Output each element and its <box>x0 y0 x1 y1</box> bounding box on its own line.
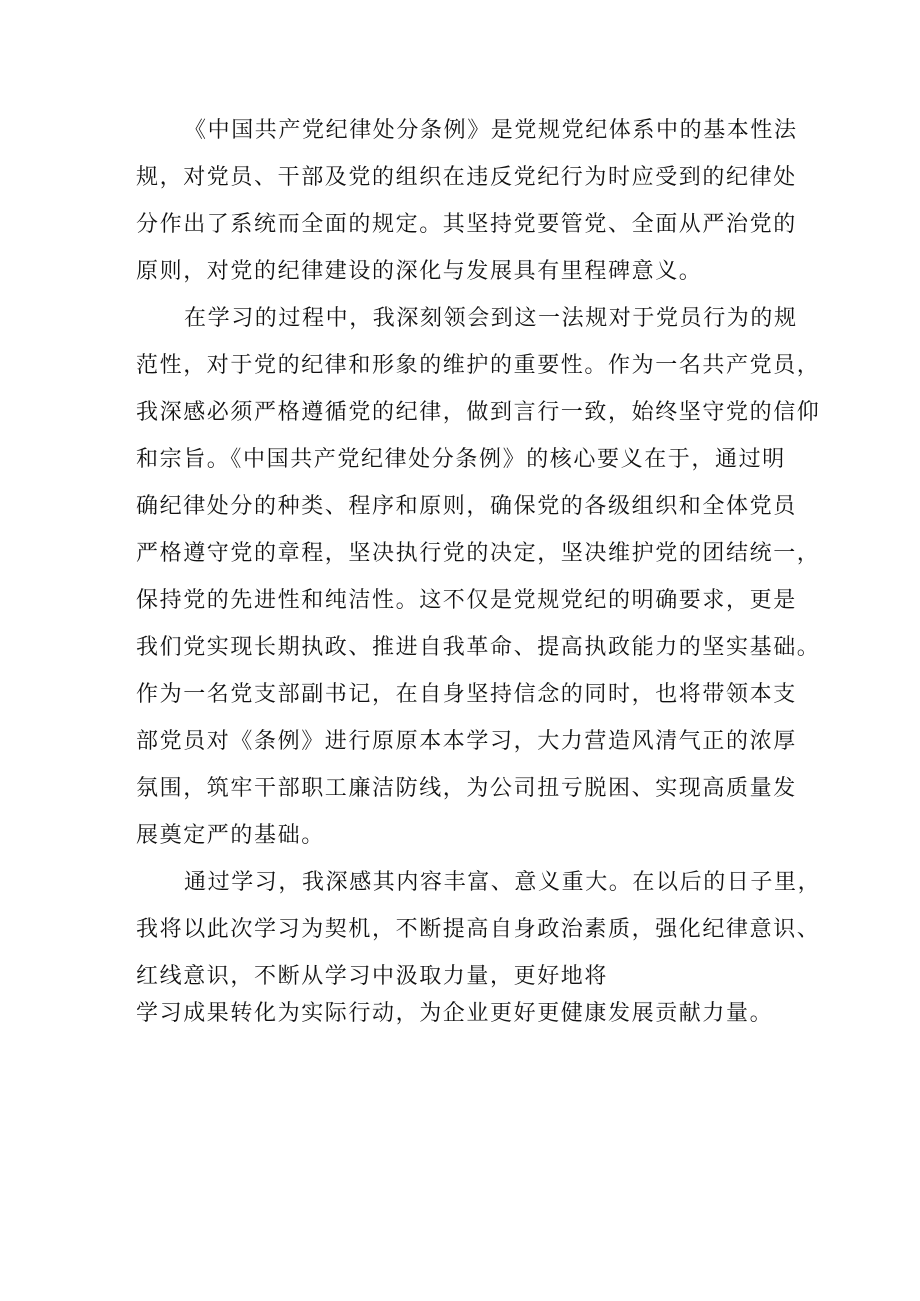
paragraph-2-line-6: 严格遵守党的章程，坚决执行党的决定，坚决维护党的团结统一， <box>136 541 821 566</box>
paragraph-2-line-9: 作为一名党支部副书记，在自身坚持信念的同时，也将带领本支 <box>136 682 797 707</box>
paragraph-1-line-2: 规，对党员、干部及党的组织在违反党纪行为时应受到的纪律处 <box>136 165 797 190</box>
paragraph-1-line-1: 《中国共产党纪律处分条例》是党规党纪体系中的基本性法 <box>184 118 798 143</box>
paragraph-3-line-3: 红线意识，不断从学习中汲取力量，更好地将 <box>136 964 609 989</box>
paragraph-3-line-4: 学习成果转化为实际行动，为企业更好更健康发展贡献力量。 <box>136 1001 774 1026</box>
paragraph-3-line-1: 通过学习，我深感其内容丰富、意义重大。在以后的日子里， <box>184 870 822 895</box>
paragraph-2-line-10: 部党员对《条例》进行原原本本学习，大力营造风清气正的浓厚 <box>136 729 797 754</box>
paragraph-1-line-4: 原则，对党的纪律建设的深化与发展具有里程碑意义。 <box>136 259 703 284</box>
paragraph-2-line-11: 氛围，筑牢干部职工廉洁防线，为公司扭亏脱困、实现高质量发 <box>136 776 797 801</box>
paragraph-2-line-4: 和宗旨。《中国共产党纪律处分条例》的核心要义在于，通过明 <box>136 447 786 472</box>
paragraph-2-line-3: 我深感必须严格遵循党的纪律，做到言行一致，始终坚守党的信仰 <box>136 400 821 425</box>
paragraph-3-line-2: 我将以此次学习为契机，不断提高自身政治素质，强化纪律意识、 <box>136 917 821 942</box>
paragraph-2-line-12: 展奠定严的基础。 <box>136 823 325 848</box>
paragraph-2-line-1: 在学习的过程中，我深刻领会到这一法规对于党员行为的规 <box>184 306 798 331</box>
paragraph-2-line-7: 保持党的先进性和纯洁性。这不仅是党规党纪的明确要求，更是 <box>136 588 797 613</box>
paragraph-1-line-3: 分作出了系统而全面的规定。其坚持党要管党、全面从严治党的 <box>136 212 797 237</box>
paragraph-2-line-2: 范性，对于党的纪律和形象的维护的重要性。作为一名共产党员， <box>136 353 821 378</box>
paragraph-2-line-8: 我们党实现长期执政、推进自我革命、提高执政能力的坚实基础。 <box>136 635 821 660</box>
paragraph-2-line-5: 确纪律处分的种类、程序和原则，确保党的各级组织和全体党员 <box>136 494 797 519</box>
